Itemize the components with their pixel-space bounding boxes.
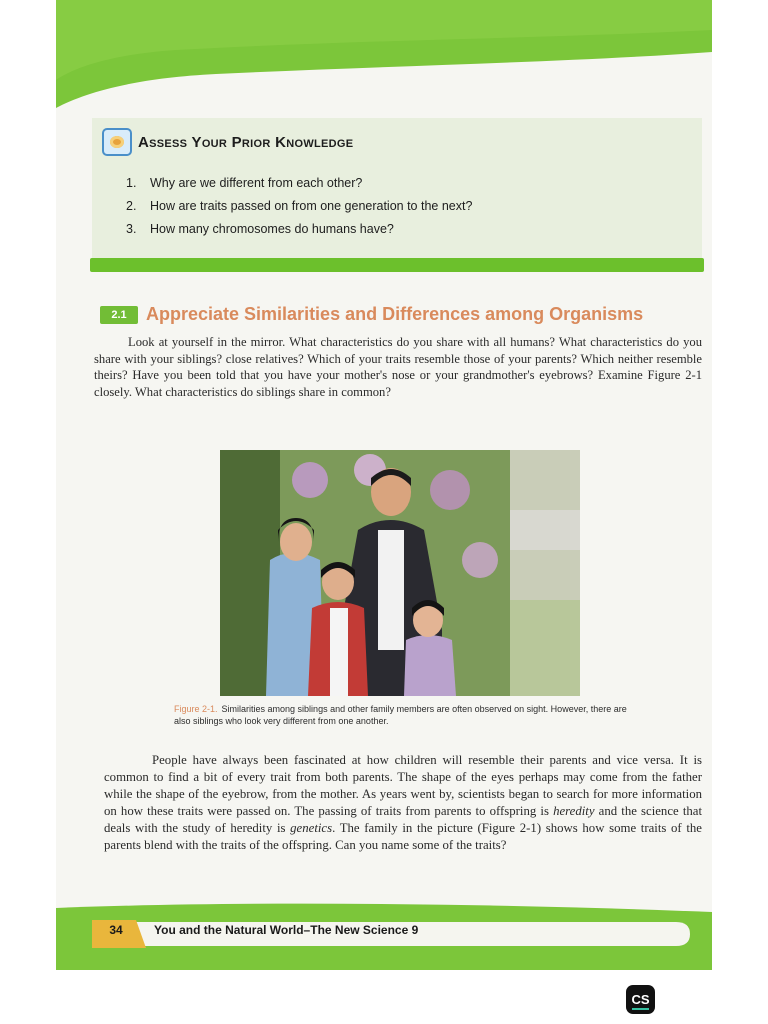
figure-caption-text: Similarities among siblings and other family members are often observed on sight. However, there are also siblings who look very different from one another. <box>174 704 627 726</box>
section-title: Appreciate Similarities and Differences among Organisms <box>146 304 644 324</box>
section-heading <box>100 304 643 325</box>
intro-paragraph: Look at yourself in the mirror. What characteristics do you share with all humans? What characteristics do you share with your siblings? close relatives? Which of your traits resemble those of your parents? Which neither resemble theirs? Have you been told that you have your mother's nose or your grandmother's eyebrows? Examine Figure 2-1 closely. What characteristics do siblings share in common? <box>94 335 702 399</box>
section-number-badge: 2.1 <box>100 306 138 324</box>
top-green-band <box>56 0 712 110</box>
term-heredity: heredity <box>553 804 595 818</box>
figure-label: Figure 2-1. <box>174 704 218 714</box>
list-item: 2. How are traits passed on from one generation to the next? <box>126 199 473 213</box>
heredity-paragraph: People have always been fascinated at how children will resemble their parents and vice versa. It is common to find a bit of every trait from both parents. The shape of the eyes perhaps may come from the father while the shape of the eyebrow, from the mother. As years went by, scientists began to search for more information on how these traits were passed on. The passing of traits from parents to offspring is heredity and the science that deals with the study of heredity is genetics. The family in the picture (Figure 2-1) shows how some traits of the parents blend with the traits of the offspring. Can you name some of the traits? <box>104 753 703 852</box>
prior-knowledge-questions <box>126 176 666 245</box>
prior-knowledge-divider <box>90 258 704 272</box>
figure-caption <box>174 703 644 727</box>
prior-knowledge-title: Assess Your Prior Knowledge <box>138 133 354 151</box>
camscanner-logo: CS <box>626 985 655 1014</box>
list-item: 1. Why are we different from each other? <box>126 176 363 190</box>
list-item: 3. How many chromosomes do humans have? <box>126 222 394 236</box>
term-genetics: genetics <box>290 821 333 835</box>
textbook-page <box>56 0 712 970</box>
globe-icon <box>102 128 132 156</box>
book-title: You and the Natural World–The New Science 9 <box>154 923 419 937</box>
family-photo <box>220 450 580 696</box>
page-number: 34 <box>109 923 123 937</box>
prior-knowledge-header <box>102 128 353 156</box>
